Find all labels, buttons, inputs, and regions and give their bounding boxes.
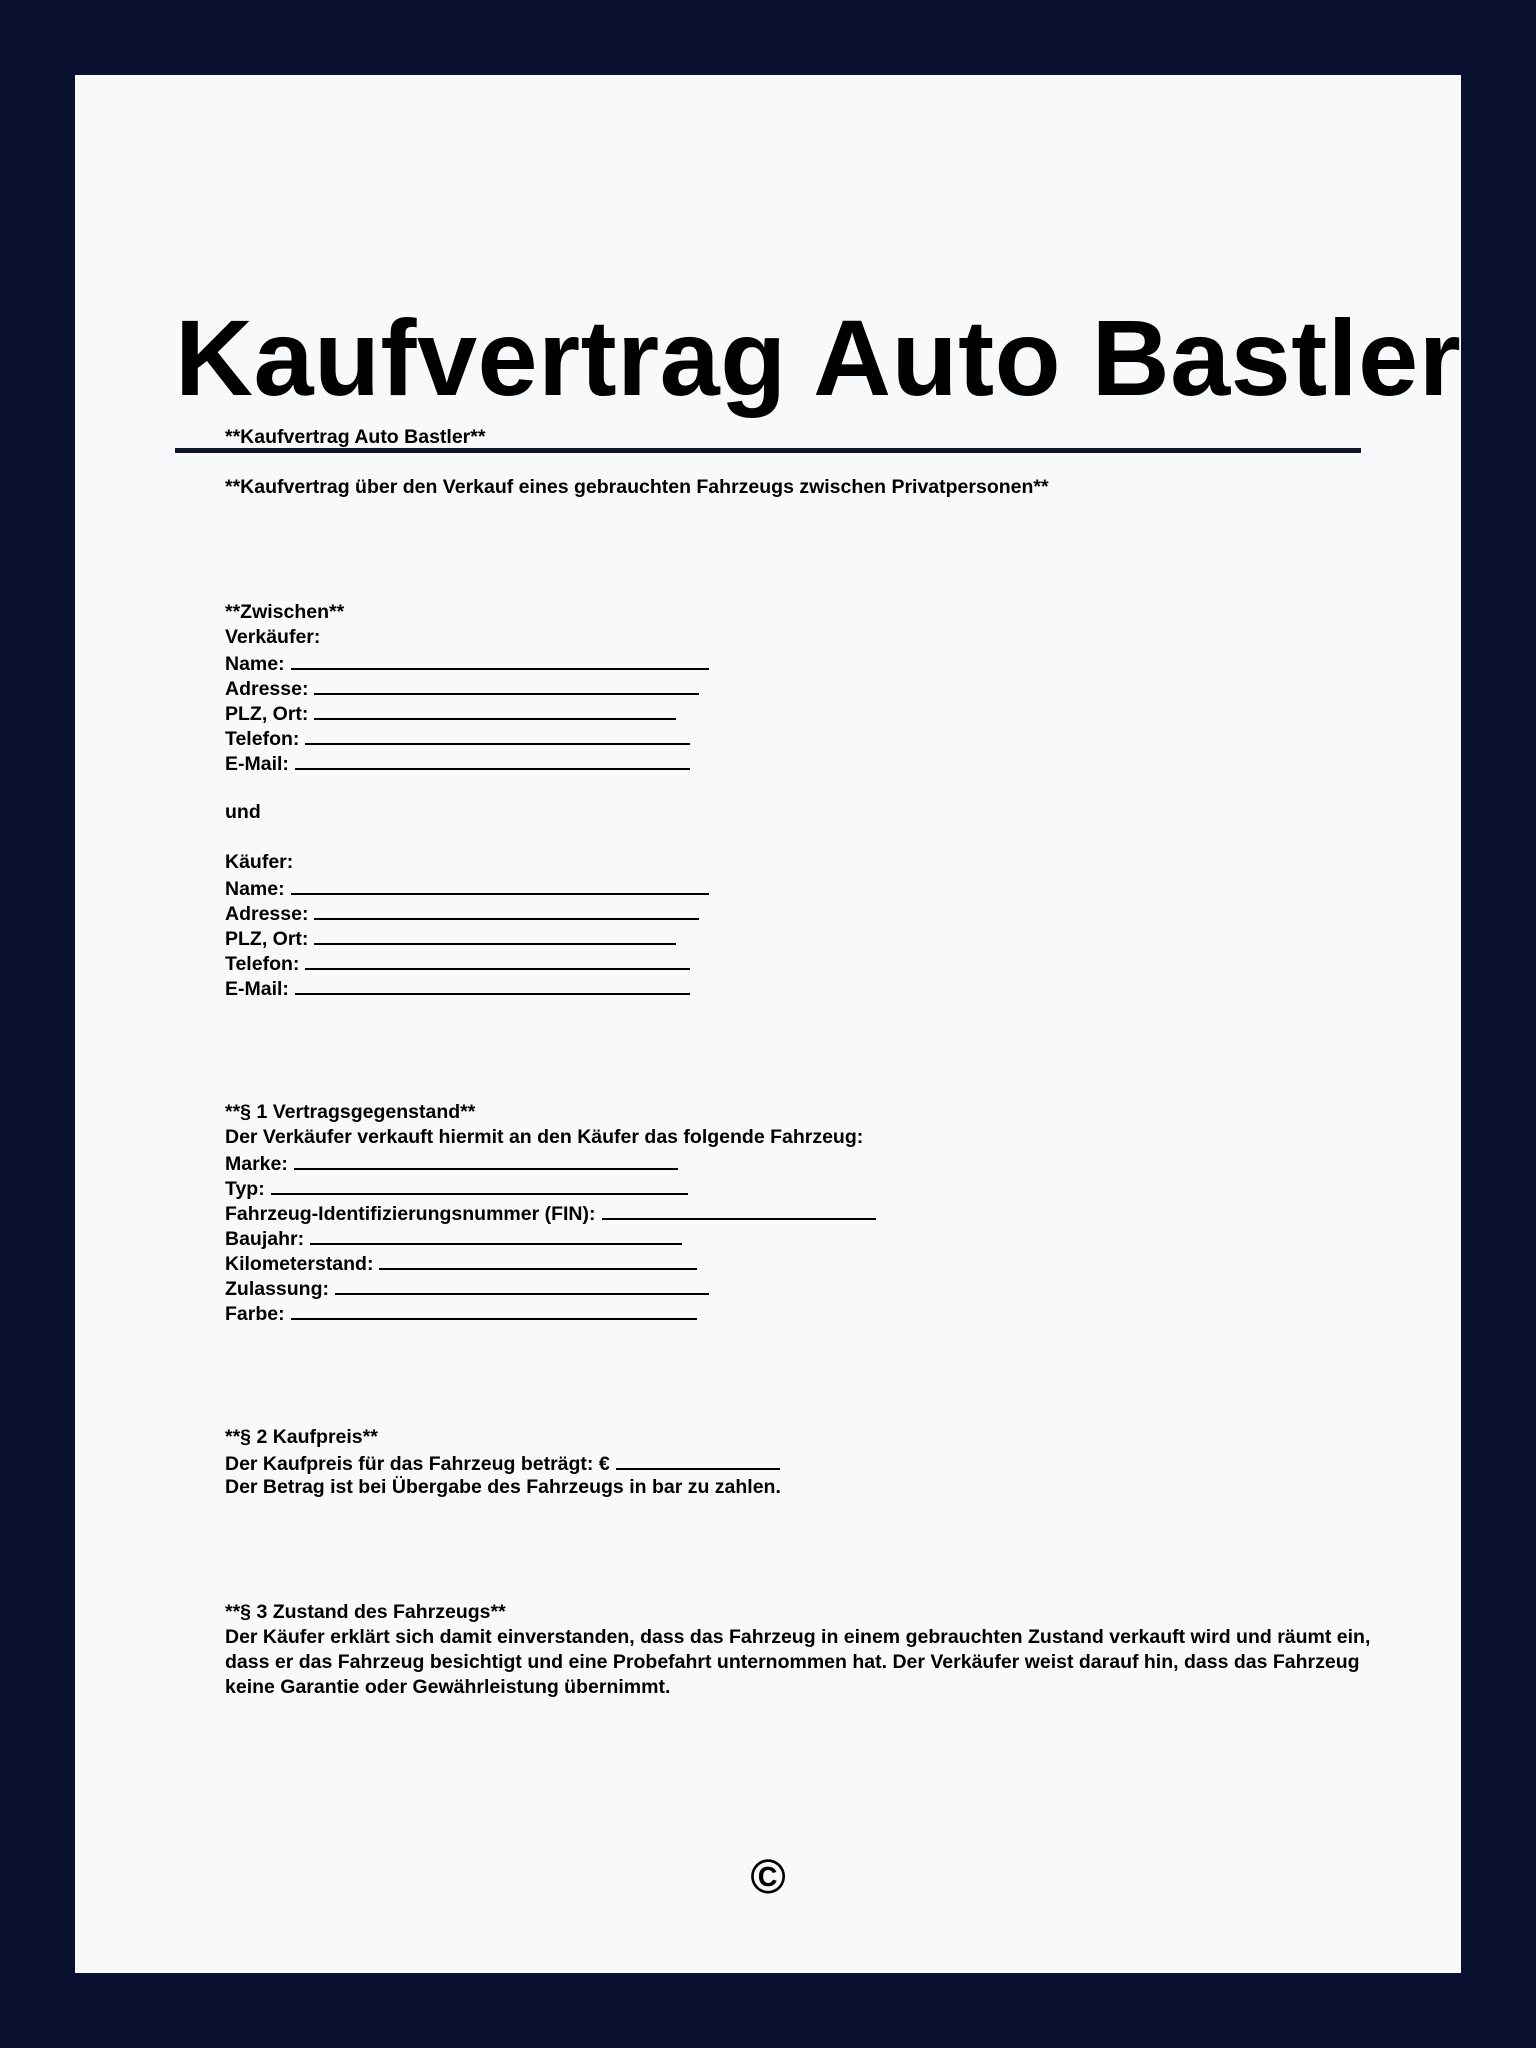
buyer-name-blank xyxy=(291,875,709,895)
heading-contract: **Kaufvertrag Auto Bastler** xyxy=(225,426,486,448)
buyer-name-field xyxy=(225,875,709,902)
vehicle-mileage-field xyxy=(225,1250,697,1277)
seller-email-blank xyxy=(295,750,690,770)
seller-address-blank xyxy=(314,675,699,695)
heading-contract-subtitle: **Kaufvertrag über den Verkauf eines gebrauchten Fahrzeugs zwischen Privatpersonen** xyxy=(225,476,1049,498)
buyer-label: Käufer: xyxy=(225,851,294,873)
buyer-zip-city-blank xyxy=(314,925,676,945)
purchase-price-field xyxy=(225,1450,780,1477)
field-label: Typ: xyxy=(225,1178,265,1200)
and-connector: und xyxy=(225,801,261,823)
vehicle-color-blank xyxy=(291,1300,697,1320)
vehicle-type-blank xyxy=(271,1175,688,1195)
payment-note: Der Betrag ist bei Übergabe des Fahrzeugs in bar zu zahlen. xyxy=(225,1476,781,1498)
field-label: Fahrzeug-Identifizierungsnummer (FIN): xyxy=(225,1203,596,1225)
section3-text: Der Käufer erklärt sich damit einverstanden, dass das Fahrzeug in einem gebrauchten Zustand verkauft wird und räumt ein, dass er das Fahrzeug besichtigt und eine Probefahrt unternommen hat. Der Verkäufer weist darauf hin, dass das Fahrzeug keine Garantie oder Gewährleistung übernimmt. xyxy=(225,1626,1371,1698)
seller-zip-city-field xyxy=(225,700,676,727)
field-label: PLZ, Ort: xyxy=(225,928,309,950)
field-label: Adresse: xyxy=(225,678,309,700)
heading-between: **Zwischen** xyxy=(225,601,345,623)
vehicle-vin-blank xyxy=(602,1200,876,1220)
seller-phone-field xyxy=(225,725,690,752)
field-label: PLZ, Ort: xyxy=(225,703,309,725)
price-label: Der Kaufpreis für das Fahrzeug beträgt: € xyxy=(225,1453,610,1475)
seller-zip-city-blank xyxy=(314,700,676,720)
buyer-email-field xyxy=(225,975,690,1002)
vehicle-vin-field xyxy=(225,1200,876,1227)
vehicle-year-blank xyxy=(310,1225,682,1245)
vehicle-mileage-blank xyxy=(379,1250,697,1270)
section2-heading: **§ 2 Kaufpreis** xyxy=(225,1426,378,1448)
seller-phone-blank xyxy=(305,725,690,745)
document-page xyxy=(75,75,1461,1973)
field-label: Marke: xyxy=(225,1153,288,1175)
field-label: Baujahr: xyxy=(225,1228,305,1250)
field-label: E-Mail: xyxy=(225,753,289,775)
section1-heading: **§ 1 Vertragsgegenstand** xyxy=(225,1101,476,1123)
buyer-zip-city-field xyxy=(225,925,676,952)
seller-label: Verkäufer: xyxy=(225,626,321,648)
section3-heading: **§ 3 Zustand des Fahrzeugs** xyxy=(225,1601,506,1623)
section1-intro: Der Verkäufer verkauft hiermit an den Käufer das folgende Fahrzeug: xyxy=(225,1126,864,1148)
field-label: Kilometerstand: xyxy=(225,1253,374,1275)
buyer-address-field xyxy=(225,900,699,927)
buyer-email-blank xyxy=(295,975,690,995)
vehicle-make-field xyxy=(225,1150,678,1177)
copyright-icon: © xyxy=(750,1851,786,1904)
seller-name-field xyxy=(225,650,709,677)
seller-name-blank xyxy=(291,650,709,670)
field-label: Zulassung: xyxy=(225,1278,330,1300)
purchase-price-blank xyxy=(616,1450,780,1470)
vehicle-year-field xyxy=(225,1225,682,1252)
field-label: Adresse: xyxy=(225,903,309,925)
field-label: Telefon: xyxy=(225,953,300,975)
vehicle-registration-field xyxy=(225,1275,709,1302)
seller-email-field xyxy=(225,750,690,777)
vehicle-type-field xyxy=(225,1175,688,1202)
field-label: E-Mail: xyxy=(225,978,289,1000)
field-label: Name: xyxy=(225,653,285,675)
field-label: Farbe: xyxy=(225,1303,285,1325)
document-title: Kaufvertrag Auto Bastler xyxy=(175,297,1462,418)
buyer-phone-field xyxy=(225,950,690,977)
vehicle-registration-blank xyxy=(335,1275,709,1295)
buyer-address-blank xyxy=(314,900,699,920)
seller-address-field xyxy=(225,675,699,702)
field-label: Telefon: xyxy=(225,728,300,750)
vehicle-make-blank xyxy=(294,1150,678,1170)
field-label: Name: xyxy=(225,878,285,900)
buyer-phone-blank xyxy=(305,950,690,970)
vehicle-color-field xyxy=(225,1300,697,1327)
